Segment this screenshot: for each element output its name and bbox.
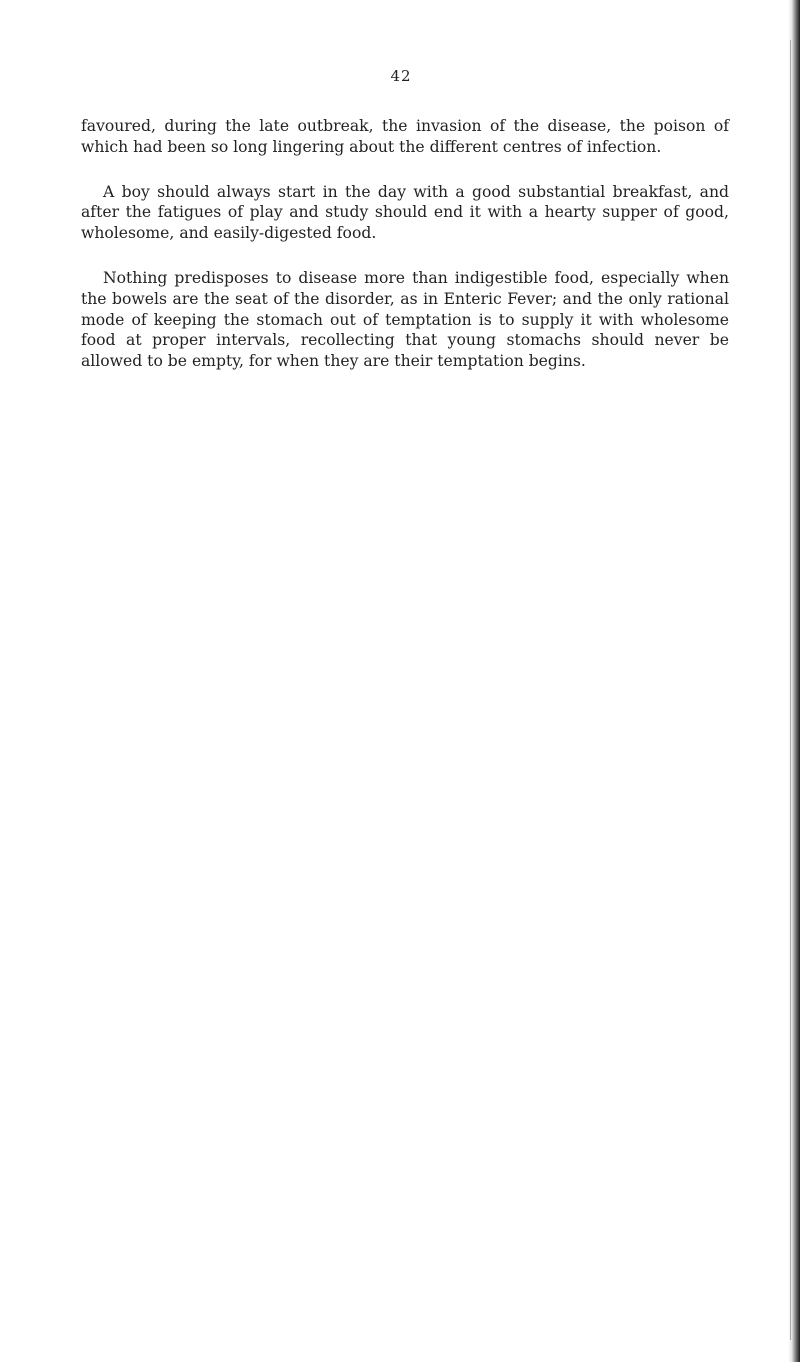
paragraph-1: favoured, during the late outbreak, the invasion of the disease, the poison of which had been so long lingering about the different centres of infection. bbox=[81, 117, 729, 156]
page-body bbox=[81, 116, 729, 396]
paragraph-2: A boy should always start in the day with a good substantial breakfast, and after the fatigues of play and study should end it with a hearty supper of good, wholesome, and easily-digested food. bbox=[81, 182, 729, 243]
page-number: 42 bbox=[390, 67, 412, 85]
paragraph-3: Nothing predisposes to disease more than indigestible food, especially when the bowels are the seat of the disorder, as in Enteric Fever; and the only rational mode of keeping the stomach out of temptation is to supply it with wholesome food at proper intervals, recollecting that young stomachs should never be allowed to be empty, for when they are their temptation begins. bbox=[81, 268, 729, 371]
page-edge-line bbox=[790, 40, 791, 1340]
